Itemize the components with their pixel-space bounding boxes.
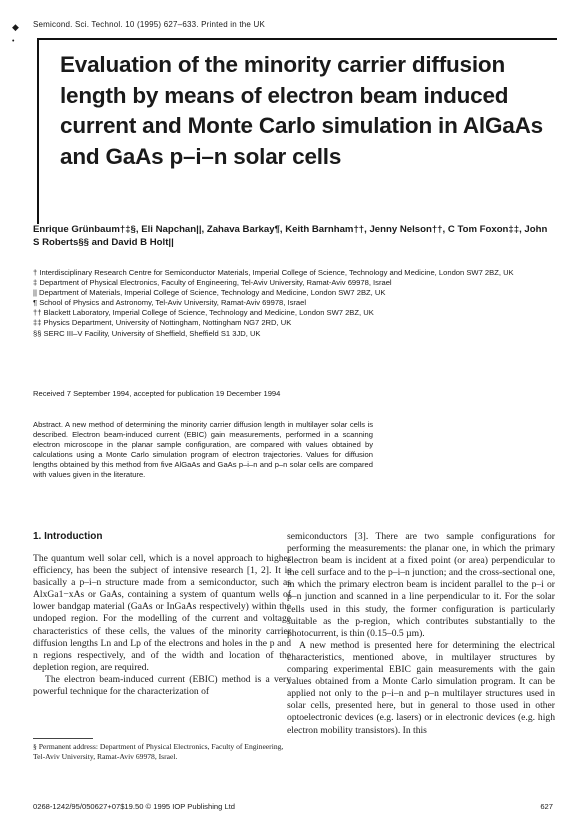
affiliation-5: †† Blackett Laboratory, Imperial College of Science, Technology and Medicine, London SW7 2BZ, UK bbox=[33, 308, 374, 318]
affiliation-1: † Interdisciplinary Research Centre for Semiconductor Materials, Imperial College of Science, Technology and Medicine, London SW7 2BZ, UK bbox=[33, 268, 514, 277]
affiliation-3: || Department of Materials, Imperial College of Science, Technology and Medicine, London SW7 2BZ, UK bbox=[33, 288, 386, 298]
footnote-rule bbox=[33, 738, 93, 739]
page-number: 627 bbox=[540, 802, 553, 811]
margin-bullet-icon: ◆ bbox=[12, 22, 19, 32]
left-column bbox=[33, 553, 291, 698]
body-paragraph: A new method is presented here for determining the electrical characteristics, mentioned above, in multilayer structures by comparing experimental EBIC gain measurements with the gain values obtained from a Monte Carlo simulation program. It can be applied not only to the p–i–n and p–n multilayer structures used in solar cells, presented here, but in general to those used in other optoelectronic devices (e.g. lasers) or in electronic devices (e.g. high electron mobility transistors). In this bbox=[287, 639, 555, 736]
journal-citation: Semicond. Sci. Technol. 10 (1995) 627–633. Printed in the UK bbox=[33, 20, 265, 29]
affiliation-2: ‡ Department of Physical Electronics, Faculty of Engineering, Tel-Aviv University, Ramat-Aviv 69978, Israel bbox=[33, 278, 392, 288]
body-paragraph: The electron beam-induced current (EBIC) method is a very powerful technique for the characterization of bbox=[33, 673, 291, 698]
section-heading: 1. Introduction bbox=[33, 531, 103, 542]
right-column bbox=[287, 531, 555, 737]
title-top-rule bbox=[37, 38, 557, 40]
affiliations bbox=[33, 268, 553, 339]
copyright-line: 0268-1242/95/050627+07$19.50 © 1995 IOP Publishing Ltd bbox=[33, 802, 236, 811]
article-title: Evaluation of the minority carrier diffusion length by means of electron beam induced current and Monte Carlo simulation in AlGaAs and GaAs p–i–n solar cells bbox=[60, 52, 543, 169]
body-paragraph: The quantum well solar cell, which is a novel approach to higher efficiency, has been the subject of intensive research [1, 2]. It is basically a p–i–n structure made from a semiconductor, such as AlxGa1−xAs or GaAs, containing a system of quantum wells of lower bandgap material (GaAs or InGaAs respectively) within the undoped region. For the modelling of the current and voltage characteristics of these cells, the values of the minority carrier diffusion lengths Ln and Lp of the electrons and holes in the p and n regions respectively, and of the width and location of the depletion region, are required. bbox=[33, 553, 291, 673]
affiliation-6: ‡‡ Physics Department, University of Nottingham, Nottingham NG7 2RD, UK bbox=[33, 318, 292, 328]
received-dates: Received 7 September 1994, accepted for publication 19 December 1994 bbox=[33, 389, 281, 398]
affiliation-7: §§ SERC III–V Facility, University of Sheffield, Sheffield S1 3JD, UK bbox=[33, 328, 261, 338]
margin-dot-icon: • bbox=[12, 38, 15, 45]
body-paragraph: semiconductors [3]. There are two sample configurations for performing the measurements: the planar one, in which the primary electron beam is incident at a fixed point (or area) perpendicular to the cell surface and to the p–i–n junction; and the cross-sectional one, in which the primary electron beam is incident parallel to the p–i or p–n junction and scanned in a line perpendicular to it. For the solar cells used in this study, the former configuration is particularly suitable as the p-region, which contributes substantially to the photocurrent, is thin (0.15–0.5 µm). bbox=[287, 531, 555, 639]
page-footer bbox=[33, 802, 553, 811]
abstract: Abstract. A new method of determining the minority carrier diffusion length in multilayer solar cells is described. Electron beam-induced current (EBIC) gain measurements, performed in a scanning electron microscope in the planar sample configuration, are compared with values obtained by calculations using a Monte Carlo simulation program of electron trajectories. Values for diffusion lengths obtained by this method from five AlGaAs and GaAs p–i–n and p–n solar cells are compared with values given in the literature. bbox=[33, 420, 373, 480]
affiliation-4: ¶ School of Physics and Astronomy, Tel-Aviv University, Ramat-Aviv 69978, Israel bbox=[33, 298, 307, 308]
footnote: § Permanent address: Department of Physical Electronics, Faculty of Engineering, Tel-Aviv University, Ramat-Aviv 69978, Israel. bbox=[33, 742, 284, 761]
author-list: Enrique Grünbaum†‡§, Eli Napchan||, Zahava Barkay¶, Keith Barnham††, Jenny Nelson††, C Tom Foxon‡‡, John S Roberts§§ and David B Holt|| bbox=[33, 224, 548, 248]
title-side-rule bbox=[37, 38, 39, 224]
